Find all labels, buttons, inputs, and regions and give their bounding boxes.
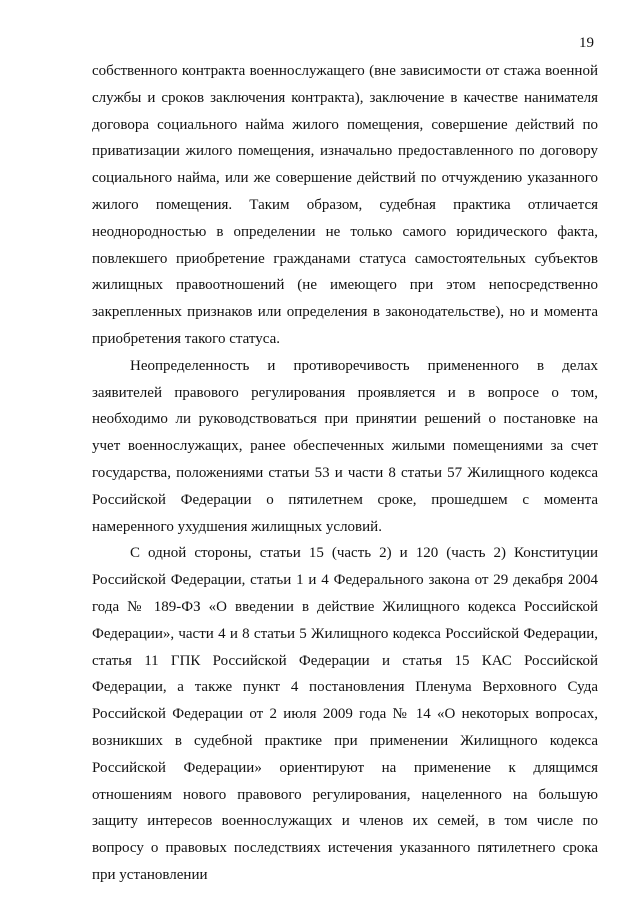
paragraph-uncertainty: Неопределенность и противоречивость примененного в делах заявителей правового регулирования проявляется и в вопросе о том, необходимо ли руководствоваться при принятии решений о постановке на учет военнослужащих, ранее обеспеченных жилыми помещениями за счет государства, положениями статьи 53 и части 8 статьи 57 Жилищного кодекса Российской Федерации о пятилетнем сроке, прошедшем с момента намеренного ухудшения жилищных условий.: [92, 357, 598, 535]
document-body: [92, 58, 598, 889]
page-number: 19: [579, 35, 594, 51]
paragraph-legal-basis: С одной стороны, статьи 15 (часть 2) и 120 (часть 2) Конституции Российской Федерации, статьи 1 и 4 Федерального закона от 29 декабря 2004 года № 189-ФЗ «О введении в действие Жилищного кодекса Российской Федерации», части 4 и 8 статьи 5 Жилищного кодекса Российской Федерации, статья 11 ГПК Российской Федерации и статья 15 КАС Российской Федерации, а также пункт 4 постановления Пленума Верховного Суда Российской Федерации от 2 июля 2009 года № 14 «О некоторых вопросах, возникших в судебной практике при применении Жилищного кодекса Российской Федерации» ориентируют на применение к длящимся отношениям нового правового регулирования, нацеленного на большую защиту интересов военнослужащих и членов их семей, в том числе по вопросу о правовых последствиях истечения указанного пятилетнего срока при установлении: [92, 545, 598, 883]
paragraph-continuation: собственного контракта военнослужащего (вне зависимости от стажа военной службы и сроков заключения контракта), заключение в качестве нанимателя договора социального найма жилого помещения, совершение действий по приватизации жилого помещения, изначально предоставленного по договору социального найма, или же совершение действий по отчуждению указанного жилого помещения. Таким образом, судебная практика отличается неоднородностью в определении не только самого юридического факта, повлекшего приобретение гражданами статуса самостоятельных субъектов жилищных правоотношений (не имеющего при этом непосредственно закрепленных признаков или определения в законодательстве), но и момента приобретения такого статуса.: [92, 63, 598, 347]
